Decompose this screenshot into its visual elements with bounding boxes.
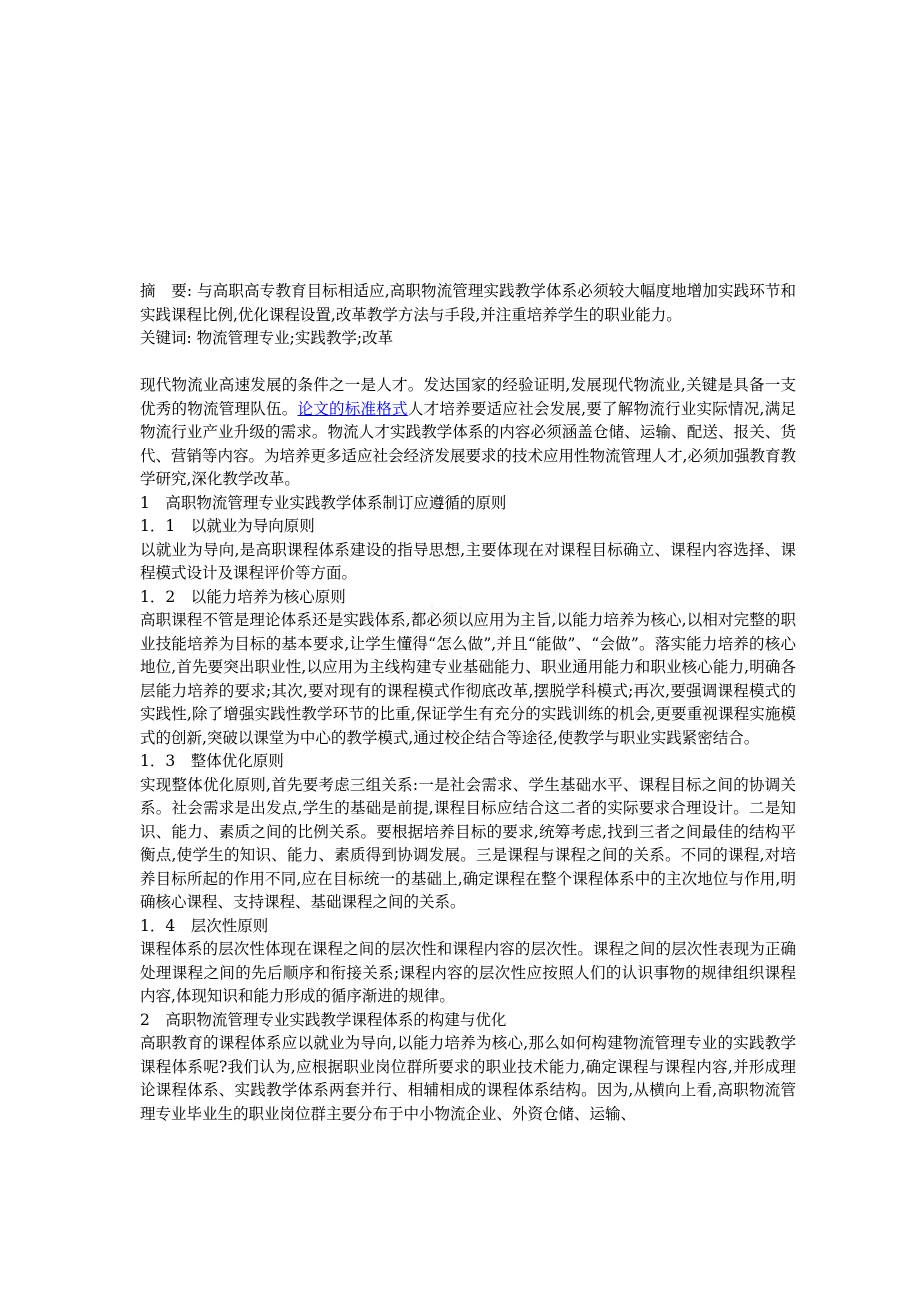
abstract-label: 摘 要: [140,282,193,300]
section-body: 实现整体优化原则,首先要考虑三组关系:一是社会需求、学生基础水平、课程目标之间的协调关系。社会需求是出发点,学生的基础是前提,课程目标应结合这二者的实际要求合理设计。二是知识、能力、素质之间的比例关系。要根据培养目标的要求,统筹考虑,找到三者之间最佳的结构平衡点,使学生的知识、能力、素质得到协调发展。三是课程与课程之间的关系。不同的课程,对培养目标所起的作用不同,应在目标统一的基础上,确定课程在整个课程体系中的主次地位与作用,明确核心课程、支持课程、基础课程之间的关系。 [140,775,796,911]
section-heading: 1．3 整体优化原则 [140,752,284,770]
section-body: 以就业为导向,是高职课程体系建设的指导思想,主要体现在对课程目标确立、课程内容选择、课程模式设计及课程评价等方面。 [140,540,796,582]
keywords-text: 物流管理专业;实践教学;改革 [196,329,394,347]
intro-text-after: 人才培养要适应社会发展,要了解物流行业实际情况,满足物流行业产业升级的需求。物流人才实践教学体系的内容必须涵盖仓储、运输、配送、报关、货代、营销等内容。为培养更多适应社会经济发展要求的技术应用性物流管理人才,必须加强教育教学研究,深化教学改革。 [140,399,796,488]
section-body: 高职课程不管是理论体系还是实践体系,都必须以应用为主旨,以能力培养为核心,以相对完整的职业技能培养为目标的基本要求,让学生懂得“怎么做”,并且“能做”、“会做”。落实能力培养的核心地位,首先要突出职业性,以应用为主线构建专业基础能力、职业通用能力和职业核心能力,明确各层能力培养的要求;其次,要对现有的课程模式作彻底改革,摆脱学科模式;再次,要强调课程模式的实践性,除了增强实践性教学环节的比重,保证学生有充分的实践训练的机会,更要重视课程实施模式的创新,突破以课堂为中心的教学模式,通过校企结合等途径,使教学与职业实践紧密结合。 [140,611,796,747]
blank-line [140,351,796,375]
intro-paragraph [140,374,796,492]
intro-text-before: 现代物流业高速发展的条件之一是人才。发达国家的经验证明,发展现代物流业,关键是具备一支优秀的物流管理队伍。 [140,376,796,418]
section-body: 高职教育的课程体系应以就业为导向,以能力培养为核心,那么如何构建物流管理专业的实践教学课程体系呢?我们认为,应根据职业岗位群所要求的职业技术能力,确定课程与课程内容,并形成理论课程体系、实践教学体系两套并行、相辅相成的课程体系结构。因为,从横向上看,高职物流管理专业毕业生的职业岗位群主要分布于中小物流企业、外资仓储、运输、 [140,1034,796,1123]
section-heading: 1 高职物流管理专业实践教学体系制订应遵循的原则 [140,493,507,512]
abstract-text: 与高职高专教育目标相适应,高职物流管理实践教学体系必须较大幅度地增加实践环节和实践课程比例,优化课程设置,改革教学方法与手段,并注重培养学生的职业能力。 [140,282,796,324]
section-body: 课程体系的层次性体现在课程之间的层次性和课程内容的层次性。课程之间的层次性表现为正确处理课程之间的先后顺序和衔接关系;课程内容的层次性应按照人们的认识事物的规律组织课程内容,体现知识和能力形成的循序渐进的规律。 [140,940,796,1005]
section-heading: 1．1 以就业为导向原则 [140,517,315,535]
section-heading: 1．4 层次性原则 [140,916,269,935]
keywords-label: 关键词: [140,329,192,347]
document-body [140,280,796,1126]
section-heading: 1．2 以能力培养为核心原则 [140,587,346,606]
abstract-paragraph [140,280,796,327]
standard-format-link[interactable]: 论文的标准格式 [297,399,408,418]
section-heading: 2 高职物流管理专业实践教学课程体系的构建与优化 [140,1010,507,1029]
keywords-paragraph [140,327,796,351]
